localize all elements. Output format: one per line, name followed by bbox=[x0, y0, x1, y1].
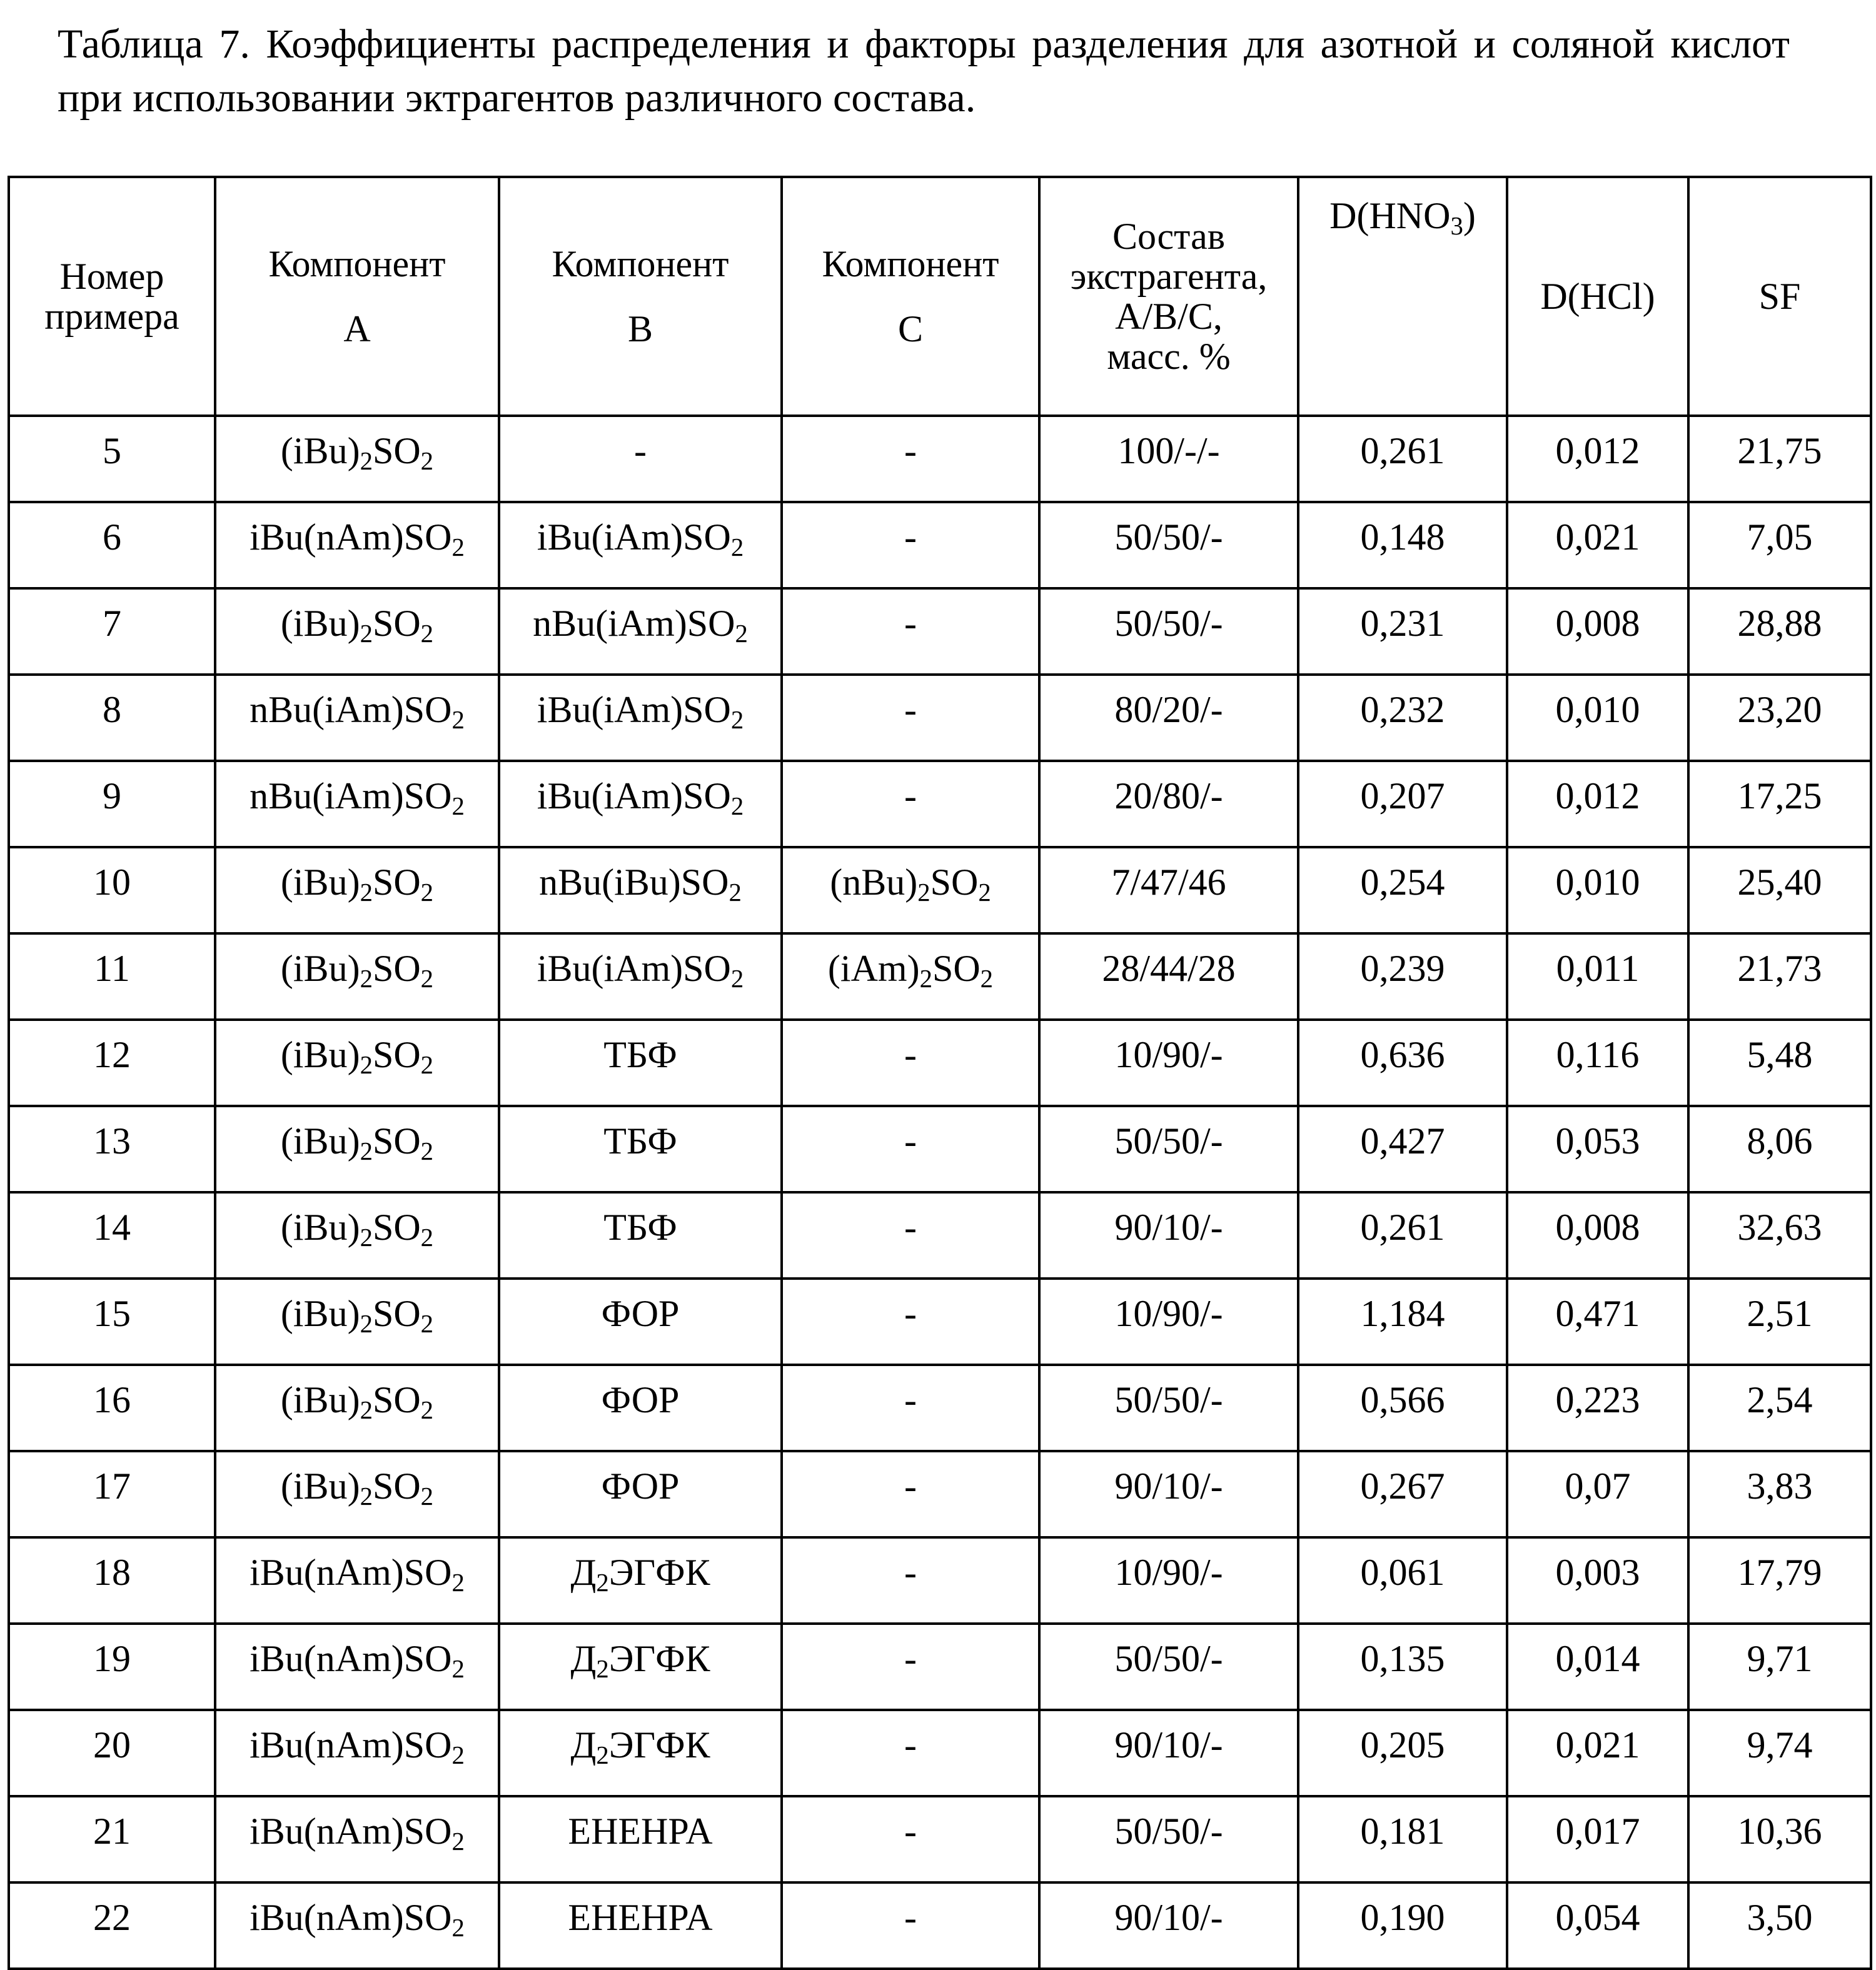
cell-component-c: - bbox=[782, 1106, 1039, 1192]
cell-number: 14 bbox=[9, 1192, 215, 1279]
cell-d-hno3: 0,261 bbox=[1298, 1192, 1507, 1279]
header-component-a-line: Компонент bbox=[268, 243, 446, 284]
cell-d-hcl: 0,012 bbox=[1507, 761, 1688, 847]
header-component-b bbox=[499, 177, 782, 416]
cell-d-hcl: 0,014 bbox=[1507, 1624, 1688, 1710]
cell-sf: 28,88 bbox=[1688, 588, 1871, 675]
cell-component-a: $(iBu)_2SO_2$ bbox=[215, 1365, 499, 1451]
header-composition-line: Состав bbox=[1112, 216, 1226, 257]
table-row bbox=[9, 1020, 1871, 1106]
header-component-c-line: Компонент bbox=[822, 243, 999, 284]
cell-number: 16 bbox=[9, 1365, 215, 1451]
cell-component-b: EHEHPA bbox=[499, 1882, 782, 1969]
cell-component-a: $iBu(nAm)SO_2$ bbox=[215, 502, 499, 588]
cell-d-hcl: 0,008 bbox=[1507, 588, 1688, 675]
cell-component-a: $iBu(nAm)SO_2$ bbox=[215, 1882, 499, 1969]
cell-composition: 10/90/- bbox=[1039, 1279, 1298, 1365]
cell-sf: 8,06 bbox=[1688, 1106, 1871, 1192]
header-d-hno3 bbox=[1298, 177, 1507, 416]
table-row bbox=[9, 1365, 1871, 1451]
cell-d-hno3: 0,232 bbox=[1298, 675, 1507, 761]
cell-component-b: $iBu(iAm)SO_2$ bbox=[499, 675, 782, 761]
table-row bbox=[9, 933, 1871, 1020]
header-composition-line: A/B/C, bbox=[1115, 296, 1223, 337]
cell-component-a: $(iBu)_2SO_2$ bbox=[215, 416, 499, 502]
cell-sf: 23,20 bbox=[1688, 675, 1871, 761]
cell-sf: 21,73 bbox=[1688, 933, 1871, 1020]
table-row bbox=[9, 416, 1871, 502]
cell-d-hno3: 0,261 bbox=[1298, 416, 1507, 502]
cell-d-hcl: 0,011 bbox=[1507, 933, 1688, 1020]
cell-component-b: ФОР bbox=[499, 1279, 782, 1365]
cell-component-b: $nBu(iBu)SO_2$ bbox=[499, 847, 782, 933]
header-sf: SF bbox=[1688, 177, 1871, 416]
cell-d-hcl: 0,010 bbox=[1507, 675, 1688, 761]
cell-component-a: $iBu(nAm)SO_2$ bbox=[215, 1624, 499, 1710]
table-row bbox=[9, 1624, 1871, 1710]
cell-sf: 9,71 bbox=[1688, 1624, 1871, 1710]
cell-d-hno3: 1,184 bbox=[1298, 1279, 1507, 1365]
cell-component-c: - bbox=[782, 1796, 1039, 1882]
cell-sf: 10,36 bbox=[1688, 1796, 1871, 1882]
cell-component-a: $iBu(nAm)SO_2$ bbox=[215, 1796, 499, 1882]
cell-d-hno3: 0,267 bbox=[1298, 1451, 1507, 1537]
cell-d-hno3: 0,231 bbox=[1298, 588, 1507, 675]
cell-number: 8 bbox=[9, 675, 215, 761]
cell-d-hno3: 0,061 bbox=[1298, 1537, 1507, 1624]
cell-number: 18 bbox=[9, 1537, 215, 1624]
cell-number: 6 bbox=[9, 502, 215, 588]
cell-component-a: $nBu(iAm)SO_2$ bbox=[215, 675, 499, 761]
cell-number: 20 bbox=[9, 1710, 215, 1796]
cell-component-c: $(nBu)_2SO_2$ bbox=[782, 847, 1039, 933]
table-row bbox=[9, 761, 1871, 847]
table-row bbox=[9, 588, 1871, 675]
cell-component-a: $iBu(nAm)SO_2$ bbox=[215, 1710, 499, 1796]
cell-d-hno3: 0,254 bbox=[1298, 847, 1507, 933]
cell-component-c: - bbox=[782, 416, 1039, 502]
cell-component-c: - bbox=[782, 1537, 1039, 1624]
cell-sf: 17,25 bbox=[1688, 761, 1871, 847]
cell-number: 10 bbox=[9, 847, 215, 933]
table-caption: Таблица 7. Коэффициенты распределения и факторы разделения для азотной и соляной кислот при использовании эктрагентов различного состава. bbox=[58, 21, 1790, 121]
cell-component-b: $iBu(iAm)SO_2$ bbox=[499, 761, 782, 847]
cell-composition: 50/50/- bbox=[1039, 588, 1298, 675]
cell-number: 11 bbox=[9, 933, 215, 1020]
cell-sf: 21,75 bbox=[1688, 416, 1871, 502]
cell-component-b: ФОР bbox=[499, 1365, 782, 1451]
table-row bbox=[9, 1106, 1871, 1192]
cell-d-hno3: 0,207 bbox=[1298, 761, 1507, 847]
cell-component-a: $iBu(nAm)SO_2$ bbox=[215, 1537, 499, 1624]
cell-d-hno3: 0,566 bbox=[1298, 1365, 1507, 1451]
header-number-line: Номер bbox=[59, 256, 164, 297]
cell-d-hno3: 0,181 bbox=[1298, 1796, 1507, 1882]
cell-component-a: $(iBu)_2SO_2$ bbox=[215, 847, 499, 933]
cell-composition: 50/50/- bbox=[1039, 1796, 1298, 1882]
cell-composition: 50/50/- bbox=[1039, 1624, 1298, 1710]
cell-component-a: $(iBu)_2SO_2$ bbox=[215, 588, 499, 675]
cell-sf: 3,50 bbox=[1688, 1882, 1871, 1969]
cell-component-a: $nBu(iAm)SO_2$ bbox=[215, 761, 499, 847]
table-row bbox=[9, 502, 1871, 588]
header-component-a bbox=[215, 177, 499, 416]
header-component-b-line: Компонент bbox=[552, 243, 729, 284]
table-row bbox=[9, 1279, 1871, 1365]
data-table bbox=[8, 176, 1872, 1970]
cell-d-hno3: 0,135 bbox=[1298, 1624, 1507, 1710]
cell-d-hcl: 0,07 bbox=[1507, 1451, 1688, 1537]
cell-component-c: - bbox=[782, 1020, 1039, 1106]
cell-component-b: $Д_2ЭГФК$ bbox=[499, 1537, 782, 1624]
cell-d-hcl: 0,012 bbox=[1507, 416, 1688, 502]
cell-d-hno3: 0,239 bbox=[1298, 933, 1507, 1020]
cell-number: 17 bbox=[9, 1451, 215, 1537]
cell-component-c: - bbox=[782, 675, 1039, 761]
cell-composition: 90/10/- bbox=[1039, 1451, 1298, 1537]
table-row bbox=[9, 1882, 1871, 1969]
cell-composition: 10/90/- bbox=[1039, 1020, 1298, 1106]
header-component-c-letter: C bbox=[897, 308, 924, 349]
cell-component-b: EHEHPA bbox=[499, 1796, 782, 1882]
cell-number: 13 bbox=[9, 1106, 215, 1192]
cell-d-hcl: 0,021 bbox=[1507, 1710, 1688, 1796]
table-row bbox=[9, 1537, 1871, 1624]
cell-d-hcl: 0,223 bbox=[1507, 1365, 1688, 1451]
cell-d-hcl: 0,008 bbox=[1507, 1192, 1688, 1279]
cell-composition: 50/50/- bbox=[1039, 1365, 1298, 1451]
cell-sf: 7,05 bbox=[1688, 502, 1871, 588]
cell-d-hcl: 0,116 bbox=[1507, 1020, 1688, 1106]
cell-sf: 3,83 bbox=[1688, 1451, 1871, 1537]
cell-sf: 32,63 bbox=[1688, 1192, 1871, 1279]
cell-component-c: - bbox=[782, 502, 1039, 588]
cell-composition: 100/-/- bbox=[1039, 416, 1298, 502]
table-row bbox=[9, 1710, 1871, 1796]
table-row bbox=[9, 847, 1871, 933]
cell-composition: 50/50/- bbox=[1039, 502, 1298, 588]
table-row bbox=[9, 675, 1871, 761]
cell-sf: 2,54 bbox=[1688, 1365, 1871, 1451]
header-number-line: примера bbox=[44, 296, 179, 337]
cell-d-hcl: 0,003 bbox=[1507, 1537, 1688, 1624]
cell-sf: 17,79 bbox=[1688, 1537, 1871, 1624]
header-d-hcl: D(HCl) bbox=[1507, 177, 1688, 416]
cell-number: 5 bbox=[9, 416, 215, 502]
header-composition bbox=[1039, 177, 1298, 416]
cell-component-a: $(iBu)_2SO_2$ bbox=[215, 1192, 499, 1279]
cell-component-c: - bbox=[782, 1279, 1039, 1365]
cell-d-hcl: 0,054 bbox=[1507, 1882, 1688, 1969]
cell-composition: 50/50/- bbox=[1039, 1106, 1298, 1192]
header-d-hno3-post: ) bbox=[1463, 195, 1476, 236]
cell-composition: 20/80/- bbox=[1039, 761, 1298, 847]
cell-component-c: - bbox=[782, 1365, 1039, 1451]
cell-component-b: ТБФ bbox=[499, 1020, 782, 1106]
cell-d-hno3: 0,636 bbox=[1298, 1020, 1507, 1106]
cell-number: 9 bbox=[9, 761, 215, 847]
cell-d-hcl: 0,053 bbox=[1507, 1106, 1688, 1192]
cell-component-b: $nBu(iAm)SO_2$ bbox=[499, 588, 782, 675]
cell-composition: 90/10/- bbox=[1039, 1710, 1298, 1796]
cell-number: 7 bbox=[9, 588, 215, 675]
cell-component-a: $(iBu)_2SO_2$ bbox=[215, 1020, 499, 1106]
cell-d-hcl: 0,471 bbox=[1507, 1279, 1688, 1365]
cell-component-b: $iBu(iAm)SO_2$ bbox=[499, 502, 782, 588]
cell-number: 12 bbox=[9, 1020, 215, 1106]
header-component-c bbox=[782, 177, 1039, 416]
cell-number: 19 bbox=[9, 1624, 215, 1710]
cell-component-b: ТБФ bbox=[499, 1106, 782, 1192]
header-composition-line: масс. % bbox=[1107, 336, 1231, 377]
cell-sf: 2,51 bbox=[1688, 1279, 1871, 1365]
cell-component-a: $(iBu)_2SO_2$ bbox=[215, 933, 499, 1020]
table-row bbox=[9, 1192, 1871, 1279]
table-row bbox=[9, 1451, 1871, 1537]
cell-component-b: ФОР bbox=[499, 1451, 782, 1537]
cell-number: 15 bbox=[9, 1279, 215, 1365]
header-d-hno3-pre: D(HNO bbox=[1329, 195, 1451, 236]
cell-d-hcl: 0,017 bbox=[1507, 1796, 1688, 1882]
cell-composition: 90/10/- bbox=[1039, 1882, 1298, 1969]
cell-number: 21 bbox=[9, 1796, 215, 1882]
header-number bbox=[9, 177, 215, 416]
cell-component-c: - bbox=[782, 1882, 1039, 1969]
cell-component-a: $(iBu)_2SO_2$ bbox=[215, 1279, 499, 1365]
cell-composition: 80/20/- bbox=[1039, 675, 1298, 761]
header-d-hno3-sub: 3 bbox=[1450, 212, 1463, 241]
cell-component-c: - bbox=[782, 1710, 1039, 1796]
cell-sf: 9,74 bbox=[1688, 1710, 1871, 1796]
cell-sf: 25,40 bbox=[1688, 847, 1871, 933]
header-component-a-letter: A bbox=[343, 308, 371, 349]
cell-component-c: $(iAm)_2SO_2$ bbox=[782, 933, 1039, 1020]
cell-component-b: $Д_2ЭГФК$ bbox=[499, 1624, 782, 1710]
cell-component-b: $Д_2ЭГФК$ bbox=[499, 1710, 782, 1796]
cell-d-hno3: 0,148 bbox=[1298, 502, 1507, 588]
cell-component-c: - bbox=[782, 761, 1039, 847]
header-component-b-letter: B bbox=[627, 308, 653, 349]
cell-component-c: - bbox=[782, 588, 1039, 675]
cell-d-hno3: 0,190 bbox=[1298, 1882, 1507, 1969]
cell-number: 22 bbox=[9, 1882, 215, 1969]
cell-component-b: - bbox=[499, 416, 782, 502]
cell-composition: 7/47/46 bbox=[1039, 847, 1298, 933]
cell-d-hcl: 0,010 bbox=[1507, 847, 1688, 933]
cell-d-hcl: 0,021 bbox=[1507, 502, 1688, 588]
header-row bbox=[9, 177, 1871, 416]
cell-composition: 90/10/- bbox=[1039, 1192, 1298, 1279]
cell-component-b: ТБФ bbox=[499, 1192, 782, 1279]
cell-component-c: - bbox=[782, 1451, 1039, 1537]
cell-component-c: - bbox=[782, 1624, 1039, 1710]
cell-component-b: $iBu(iAm)SO_2$ bbox=[499, 933, 782, 1020]
cell-composition: 28/44/28 bbox=[1039, 933, 1298, 1020]
cell-sf: 5,48 bbox=[1688, 1020, 1871, 1106]
cell-composition: 10/90/- bbox=[1039, 1537, 1298, 1624]
table-row bbox=[9, 1796, 1871, 1882]
cell-d-hno3: 0,205 bbox=[1298, 1710, 1507, 1796]
header-composition-line: экстрагента, bbox=[1070, 256, 1268, 297]
cell-component-a: $(iBu)_2SO_2$ bbox=[215, 1106, 499, 1192]
cell-d-hno3: 0,427 bbox=[1298, 1106, 1507, 1192]
cell-component-c: - bbox=[782, 1192, 1039, 1279]
cell-component-a: $(iBu)_2SO_2$ bbox=[215, 1451, 499, 1537]
